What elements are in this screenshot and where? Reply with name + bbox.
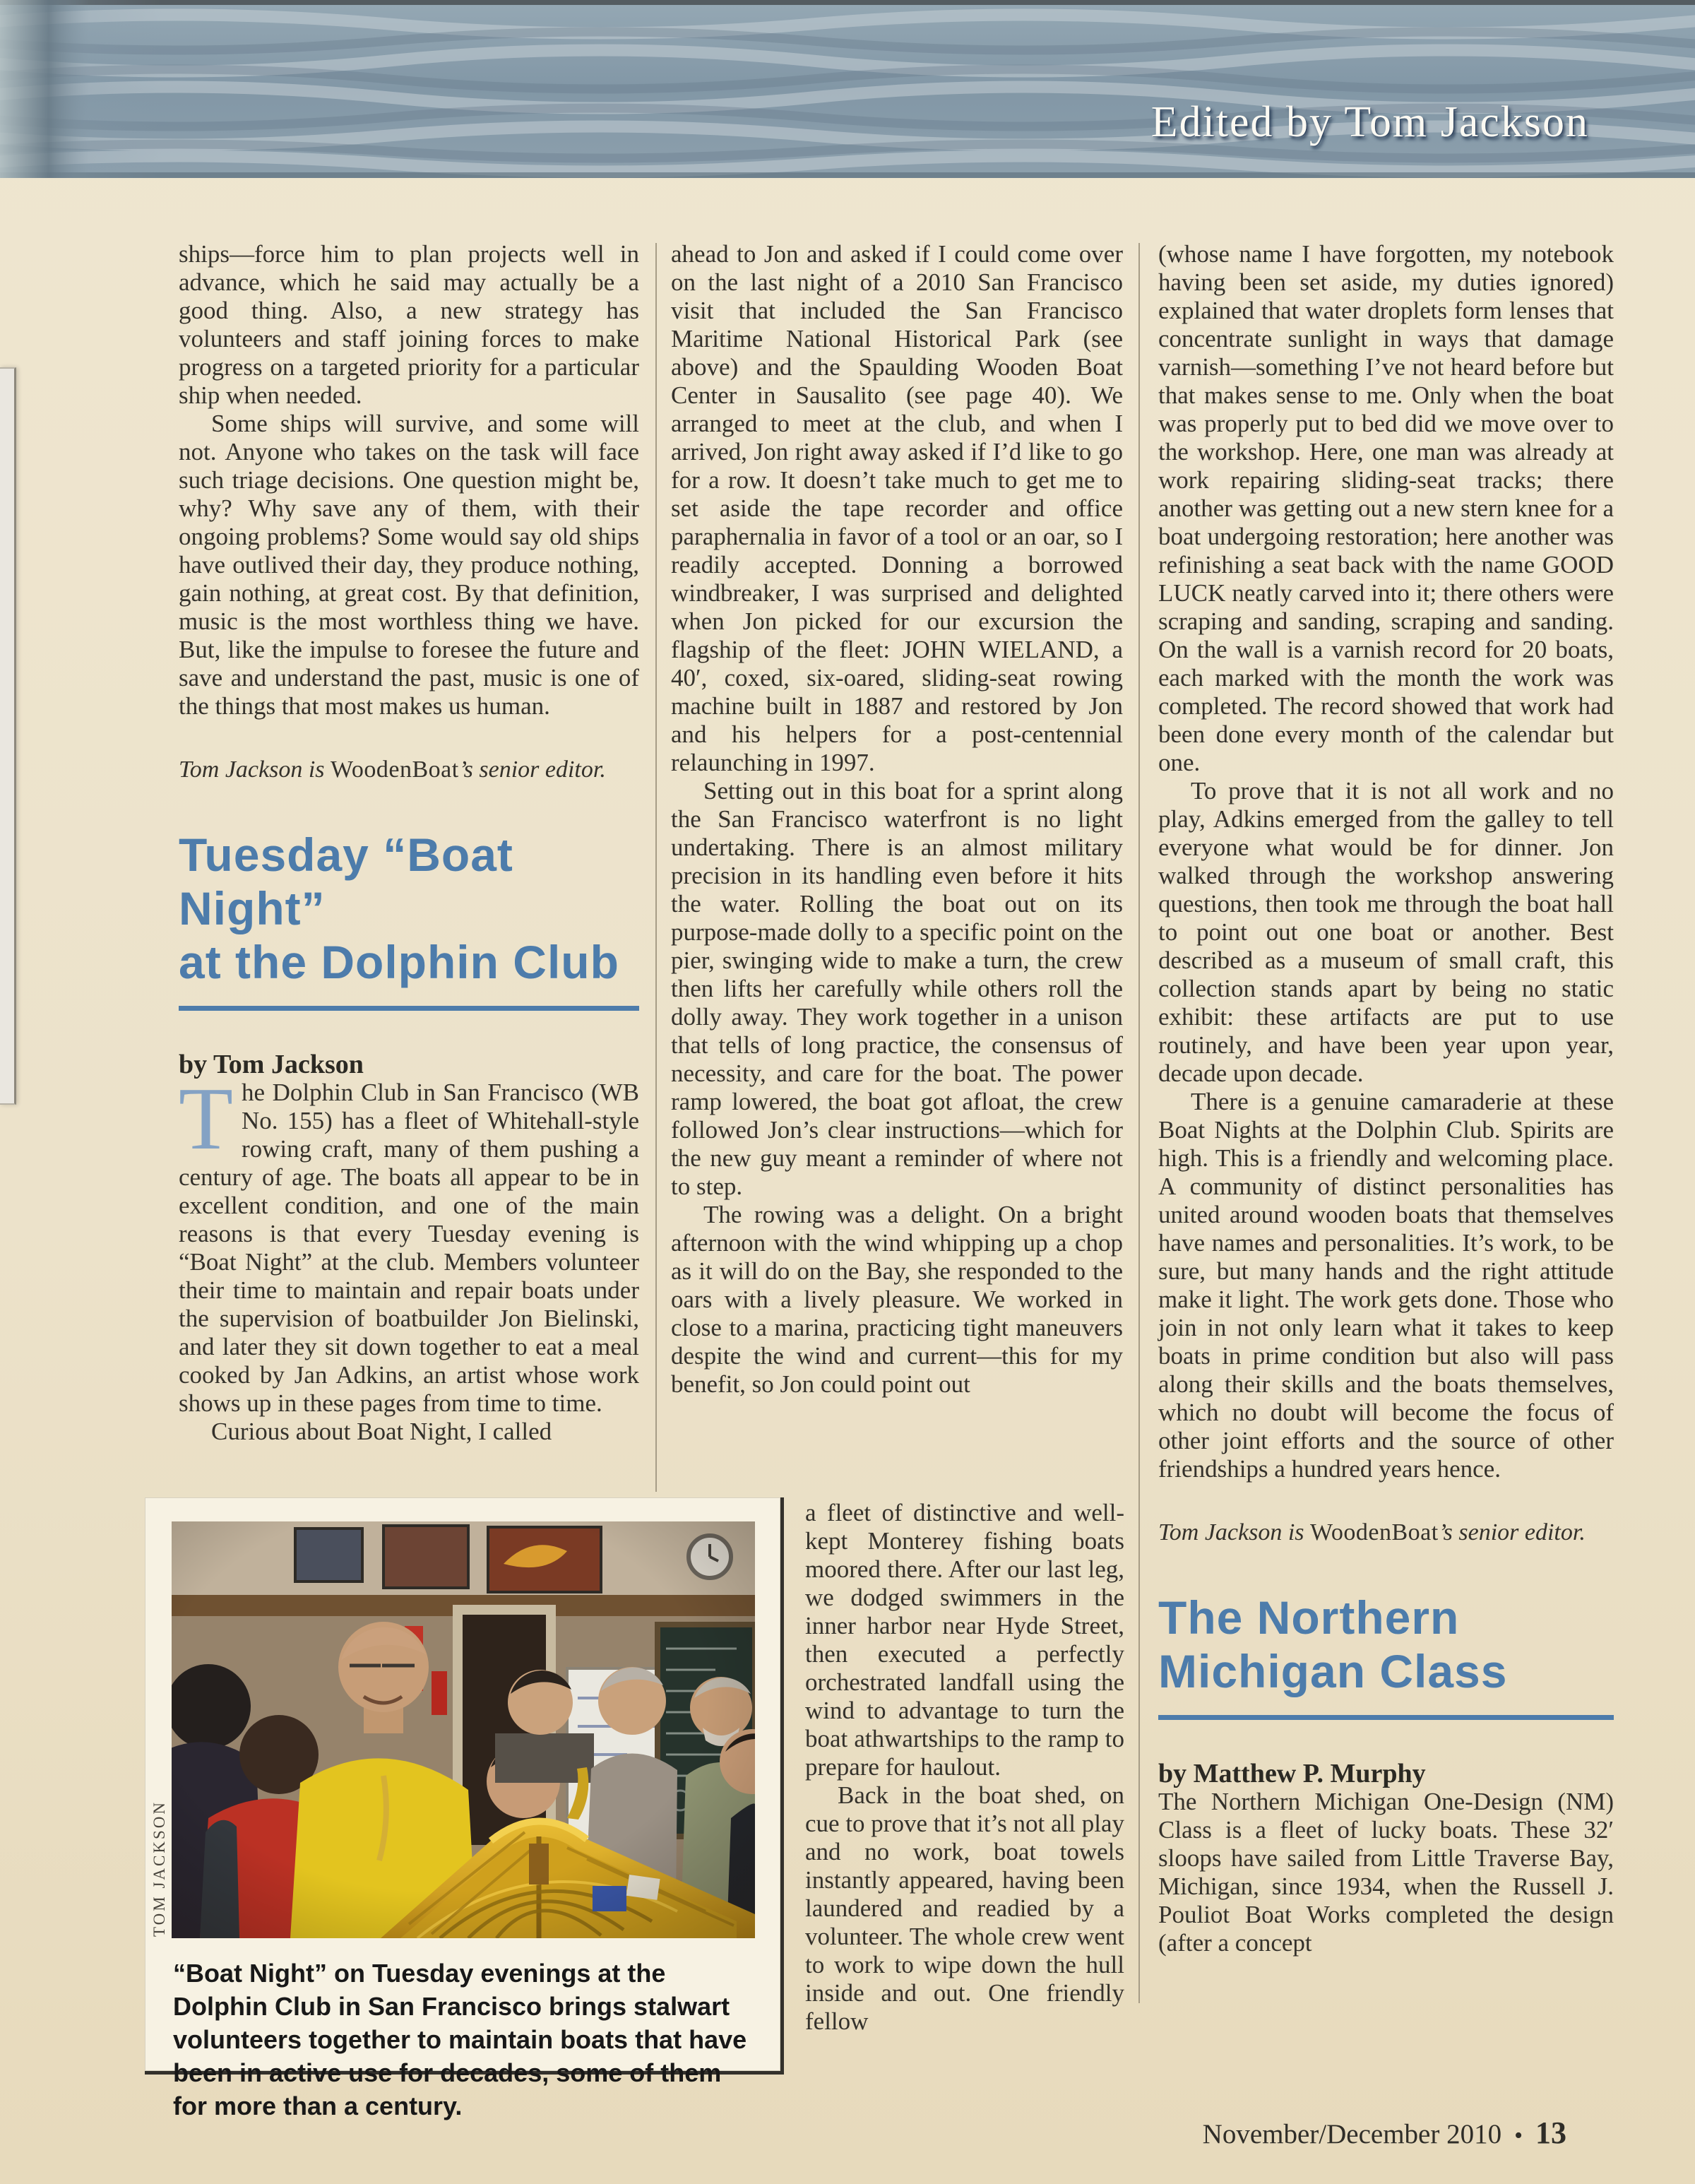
title-rule — [179, 1006, 639, 1011]
body-paragraph: a fleet of distinctive and well-kept Monterey fishing boats moored there. After our last leg, we dodged swimmers in the inner harbor near Hyde Street, then executed a perfectly orchestrated landfall using the wind to advantage to turn the boat athwartships to the ramp to prepare for haulout. — [805, 1499, 1124, 1781]
column-1 — [179, 240, 639, 1446]
body-paragraph: The rowing was a delight. On a bright afternoon with the wind whipping up a chop as it will do on the Bay, she responded to the oars with a lively pleasure. We worked in close to a marina, practicing tight maneuvers despite the wind and current—this for my benefit, so Jon could point out — [671, 1201, 1123, 1398]
body-paragraph: Setting out in this boat for a sprint along the San Francisco waterfront is no light undertaking. There is an almost military precision in its handling even before it hits the water. Rolling the boat out on its purpose-made dolly to a specific point on the pier, swinging wide to make a turn, the crew then lifts her carefully while others roll the dolly away. They work together in a unison that tells of long practice, the consensus of necessity, and care for the boat. The power ramp lowered, the boat got afloat, the crew followed Jon’s clear instructions—which for the new guy meant a reminder of where not to step. — [671, 777, 1123, 1200]
brand-name: WoodenBoat — [1310, 1519, 1439, 1545]
banner-title: Edited by Tom Jackson — [1150, 98, 1589, 146]
brand-name: WoodenBoat — [331, 756, 459, 783]
article-title-line: Michigan Class — [1158, 1645, 1508, 1697]
drop-cap: T — [179, 1070, 233, 1168]
article-title-line: at the Dolphin Club — [179, 936, 619, 988]
editor-note-text: ’s senior editor. — [458, 756, 606, 783]
column-2 — [671, 240, 1123, 1399]
page-number: 13 — [1535, 2115, 1566, 2150]
article-title — [179, 828, 639, 989]
page-banner — [0, 0, 1695, 178]
editor-note-text: Tom Jackson is — [179, 756, 331, 783]
body-paragraph: To prove that it is not all work and no play, Adkins emerged from the galley to tell everyone what would be for dinner. Jon walked through the workshop answering questions, then took me through the boat hall to point out one boat or another. Best described as a museum of small craft, this collection stands apart by being no static exhibit: these artifacts are put to use routinely, and have been year upon year, decade upon decade. — [1158, 777, 1614, 1087]
title-rule — [1158, 1715, 1614, 1720]
article-title-line: Tuesday “Boat Night” — [179, 829, 513, 934]
article-title-line: The Northern — [1158, 1591, 1460, 1644]
adjacent-page-edge — [0, 367, 16, 1105]
body-paragraph: ships—force him to plan projects well in advance, which he said may actually be a good thing. Also, a new strategy has volunteers and staff joining forces to make progress on a targeted priority for a particular ship when needed. — [179, 240, 639, 409]
byline: by Tom Jackson — [179, 1050, 364, 1079]
column-2-narrow — [805, 1499, 1124, 2036]
body-paragraph: ahead to Jon and asked if I could come over on the last night of a 2010 San Francisco visit that included the San Francisco Maritime National Historical Park (see above) and the Spaulding Wooden Boat Center in Sausalito (see page 40). We arranged to meet at the club, and when I arrived, Jon right away asked if I’d like to go for a row. It doesn’t take much to get me to set aside the tape recorder and office paraphernalia in favor of a tool or an oar, so I readily accepted. Donning a borrowed windbreaker, I was surprised and delighted when Jon picked for our excursion the flagship of the fleet: JOHN WIELAND, a 40′, coxed, six-oared, sliding-seat rowing machine built in 1887 and restored by Jon and his helpers for a post-centennial relaunching in 1997. — [671, 240, 1123, 776]
lead-paragraph — [179, 1070, 639, 1418]
byline: by Matthew P. Murphy — [1158, 1759, 1426, 1788]
editor-note — [1158, 1519, 1614, 1547]
body-paragraph: There is a genuine camaraderie at these Boat Nights at the Dolphin Club. Spirits are high. This is a friendly and welcoming place. A community of distinct personalities has united around wooden boats that themselves have names and personalities. It’s work, to be sure, but many hands and the right attitude make it light. The work gets done. Those who join in not only learn what it takes to keep boats in prime condition but also will pass along their skills and the boats themselves, which no doubt will become the focus of other joint efforts and the source of other friendships a hundred years hence. — [1158, 1088, 1614, 1483]
body-paragraph: (whose name I have forgotten, my notebook having been set aside, my duties ignored) explained that water droplets form lenses that concentrate sunlight in ways that damage varnish—something I’ve not heard before but that makes sense to me. Only when the boat was properly put to bed did we move over to the workshop. Here, one man was already at work repairing sliding-seat tracks; there another was getting out a new stern knee for a boat undergoing restoration; here another was refinishing a seat back with the name GOOD LUCK neatly carved into it; there others were scraping and sanding, scraping and sanding. On the wall is a varnish record for 20 boats, each marked with the month the work was completed. The record showed that work had been done every month of the calendar but one. — [1158, 240, 1614, 776]
editor-note-text: ’s senior editor. — [1438, 1519, 1586, 1545]
issue-date: November/December 2010 — [1202, 2119, 1502, 2149]
editor-note-text: Tom Jackson is — [1158, 1519, 1311, 1545]
column-divider — [1138, 243, 1140, 2003]
body-paragraph: Some ships will survive, and some will not. Anyone who takes on the task will face such triage decisions. One question might be, why? Why save any of them, with their ongoing problems? Some would say old ships have outlived their day, they produce nothing, gain nothing, at great cost. By that definition, music is the most worthless thing we have. But, like the impulse to foresee the future and save and understand the past, music is one of the things that most makes us human. — [179, 410, 639, 720]
editor-note — [179, 756, 639, 784]
water-waves-art — [0, 0, 1695, 178]
boat-night-photo — [172, 1521, 755, 1938]
body-paragraph: Curious about Boat Night, I called — [211, 1418, 552, 1445]
column-3 — [1158, 240, 1614, 1957]
column-divider — [655, 243, 657, 1492]
page-footer — [1203, 2115, 1566, 2151]
article-title — [1158, 1591, 1614, 1698]
photo-caption: “Boat Night” on Tuesday evenings at the Dolphin Club in San Francisco brings stalwart volunteers together to maintain boats that have been in active use for decades, some of them for more than a century. — [173, 1959, 747, 2120]
lead-paragraph: The Northern Michigan One-Design (NM) Class is a fleet of lucky boats. These 32′ sloops have sailed from Little Traverse Bay, Michigan, since 1934, when the Russell J. Pouliot Boat Works completed the design (after a concept — [1158, 1788, 1614, 1957]
footer-bullet: • — [1514, 2123, 1523, 2149]
body-paragraph: Back in the boat shed, on cue to prove that it’s not all play and no work, boat towels instantly appeared, having been laundered and readied by a volunteer. The whole crew went to work to wipe down the hull inside and out. One friendly fellow — [805, 1781, 1124, 2035]
photo-card — [145, 1497, 784, 2120]
photo-illustration — [172, 1521, 755, 1938]
lead-text: he Dolphin Club in San Francisco (WB No. 155) has a fleet of Whitehall-style rowing craft, many of them pushing a century of age. The boats all appear to be in excellent condition, and one of the main reasons is that every Tuesday evening is “Boat Night” at the club. Members volunteer their time to maintain and repair boats under the supervision of boatbuilder Jon Bielinski, and later they sit down together to eat a meal cooked by Jan Adkins, an artist whose work shows up in these pages from time to time. — [179, 1079, 639, 1417]
photo-credit: TOM JACKSON — [150, 1800, 168, 1937]
